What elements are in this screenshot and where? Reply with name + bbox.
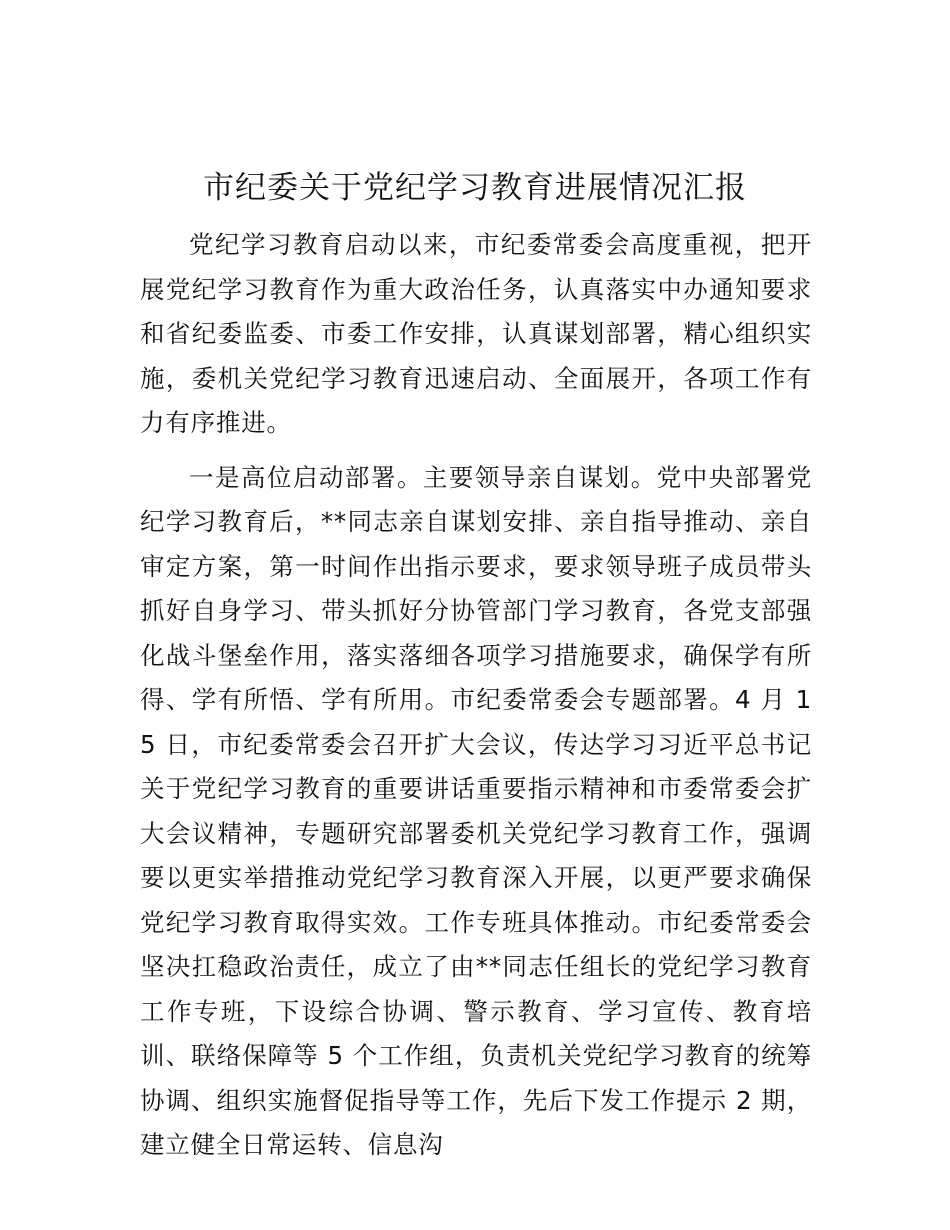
document-body: [140, 223, 812, 1168]
paragraph-deployment: 一是高位启动部署。主要领导亲自谋划。党中央部署党纪学习教育后，**同志亲自谋划安排、亲自指导推动、亲自审定方案，第一时间作出指示要求，要求领导班子成员带头抓好自身学习、带头抓好分协管部门学习教育，各党支部强化战斗堡垒作用，落实落细各项学习措施要求，确保学有所得、学有所悟、学有所用。市纪委常委会专题部署。4 月 15 日，市纪委常委会召开扩大会议，传达学习习近平总书记关于党纪学习教育的重要讲话重要指示精神和市委常委会扩大会议精神，专题研究部署委机关党纪学习教育工作，强调要以更实举措推动党纪学习教育深入开展，以更严要求确保党纪学习教育取得实效。工作专班具体推动。市纪委常委会坚决扛稳政治责任，成立了由**同志任组长的党纪学习教育工作专班，下设综合协调、警示教育、学习宣传、教育培训、联络保障等 5 个工作组，负责机关党纪学习教育的统筹协调、组织实施督促指导等工作，先后下发工作提示 2 期，建立健全日常运转、信息沟: [140, 462, 812, 1159]
document-title: 市纪委关于党纪学习教育进展情况汇报: [203, 170, 747, 206]
paragraph-intro: 党纪学习教育启动以来，市纪委常委会高度重视，把开展党纪学习教育作为重大政治任务，认真落实中办通知要求和省纪委监委、市委工作安排，认真谋划部署，精心组织实施，委机关党纪学习教育迅速启动、全面展开，各项工作有力有序推进。: [140, 230, 812, 437]
